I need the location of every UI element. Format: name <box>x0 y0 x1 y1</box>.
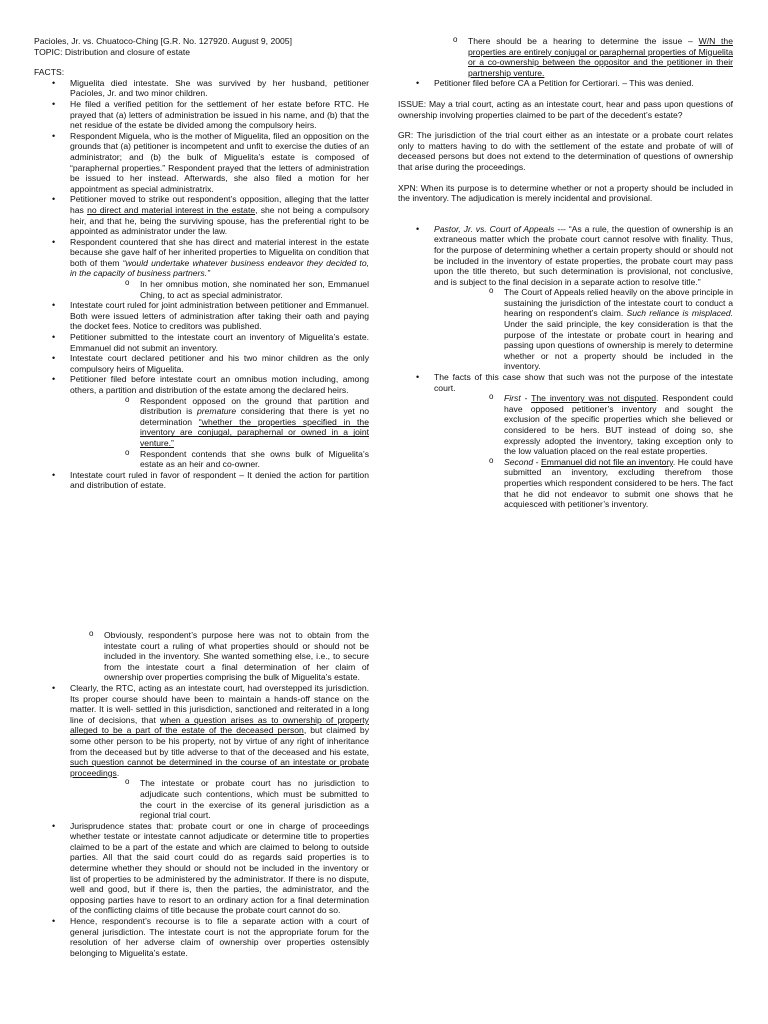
list-item: • Petitioner filed before CA a Petition for Certiorari. – This was denied. <box>398 78 733 89</box>
list <box>34 683 369 958</box>
list-item: • The facts of this case show that such was not the purpose of the intestate court. o First - The inventory was not disputed. Respondent could have opposed petitioner’s inventory and sought the exclusion of the specific properties which she believed or considered to be hers. BUT instead of doing so, she expressly adopted the inventory, taking exception only to the low valuation placed on the real estate properties. o Second - Emmanuel did not file an inventory. He could have submitted an inventory, excluding therefrom those properties which respondent considered to be hers. The fact that he did not endeavor to submit one shows that he acquiesced with petitioner’s inventory. <box>398 372 733 510</box>
list <box>398 78 733 89</box>
list-item: • Respondent Miguela, who is the mother of Miguelita, filed an opposition on the grounds that (a) petitioner is incompetent and unfit to exercise the duties of an administrator; and (b) the bulk of Miguelita’s estate is composed of “paraphernal properties.” Respondent prayed that the letters of administration be issued to her instead. Afterwards, she also filed a motion for her appointment as special administratrix. <box>34 131 369 195</box>
left-column-continued <box>34 630 369 958</box>
list-item: • Intestate court declared petitioner and his two minor children as the only compulsory heirs of Miguelita. <box>34 353 369 374</box>
sub-list-item: o There should be a hearing to determine the issue – W/N the properties are entirely conjugal or paraphernal properties of Miguelita or a co-ownership between the oppositor and the petitioner in their partnership venture. <box>398 36 733 78</box>
right-column <box>398 36 733 510</box>
sub-list-item: o The Court of Appeals relied heavily on the above principle in sustaining the jurisdiction of the intestate court to conduct a hearing on respondent’s claim. Such reliance is misplaced. Under the said principle, the key consideration is that the purpose of the intestate or probate court in hearing and passing upon questions of ownership is merely to determine whether or not a property should be included in the inventory. <box>434 287 733 372</box>
sub-list-item: o Respondent opposed on the ground that partition and distribution is premature considering that there is yet no determination “whether the properties specified in the inventory are conjugal, paraphernal or owned in a joint venture.” <box>70 396 369 449</box>
ruling-list <box>398 224 733 510</box>
sub-list-item: o Respondent contends that she owns bulk of Miguelita’s estate as an heir and co-owner. <box>70 449 369 470</box>
list-item: • Miguelita died intestate. She was survived by her husband, petitioner Pacioles, Jr. and two minor children. <box>34 78 369 99</box>
topic-line: TOPIC: Distribution and closure of estate <box>34 46 191 57</box>
sub-list <box>434 393 733 510</box>
sub-list-item: o Second - Emmanuel did not file an inventory. He could have submitted an inventory, excluding therefrom those properties which respondent considered to be hers. The fact that he did not endeavor to submit one shows that he acquiesced with petitioner’s inventory. <box>434 457 733 510</box>
list-item: • Intestate court ruled for joint administration between petitioner and Emmanuel. Both were issued letters of administration after taking their oath and paying the docket fees. Notice to creditors was published. <box>34 300 369 332</box>
sub-list <box>34 630 369 683</box>
list-item: • Jurisprudence states that: probate court or one in charge of proceedings whether testate or intestate cannot adjudicate or determine title to properties claimed to be a part of the estate and which are claimed to belong to outside parties. All that the said court could do as regards said properties is to determine whether they should or should not be included in the inventory or list of properties to be administered by the administrator. If there is no dispute, well and good, but if there is, then the parties, the administrator, and the opposing parties have to resort to an ordinary action for a final determination of the conflicting claims of title because the probate court cannot do so. <box>34 821 369 916</box>
sub-list-item: o In her omnibus motion, she nominated her son, Emmanuel Ching, to act as special administrator. <box>70 279 369 300</box>
sub-list <box>70 778 369 820</box>
list-item: • Intestate court ruled in favor of respondent – It denied the action for partition and distribution of estate. <box>34 470 369 491</box>
list-item: • Hence, respondent’s recourse is to file a separate action with a court of general jurisdiction. The intestate court is not the appropriate forum for the resolution of her adverse claim of ownership over properties ostensibly belonging to Miguelita’s estate. <box>34 916 369 958</box>
sub-list-item: o First - The inventory was not disputed. Respondent could have opposed petitioner’s inventory and sought the exclusion of the specific properties which she believed or considered to be hers. BUT instead of doing so, she expressly adopted the inventory, taking exception only to the low valuation placed on the real estate properties. <box>434 393 733 457</box>
sub-list <box>70 396 369 470</box>
left-column <box>34 36 369 491</box>
list-item: • Respondent countered that she has direct and material interest in the estate because she gave half of her inherited properties to Miguelita on condition that both of them “would undertake whatever business endeavor they decided to, in the capacity of business partners.” o In her omnibus motion, she nominated her son, Emmanuel Ching, to act as special administrator. <box>34 237 369 301</box>
sub-list <box>398 36 733 78</box>
exception-paragraph: XPN: When its purpose is to determine whether or not a property should be included in the inventory. The adjudication is merely incidental and provisional. <box>398 182 733 204</box>
list-item: • Clearly, the RTC, acting as an intestate court, had overstepped its jurisdiction. Its proper course should have been to maintain a hands-off stance on the matter. It is well- settled in this jurisdiction, sanctioned and reiterated in a long line of decisions, that when a question arises as to ownership of property alleged to be a part of the estate of the deceased person, but claimed by some other person to be his property, not by virtue of any right of inheritance from the deceased but by title adverse to that of the deceased and his estate, such question cannot be determined in the course of an intestate or probate proceedings. o The intestate or probate court has no jurisdiction to adjudicate such contentions, which must be submitted to the court in the exercise of its general jurisdiction as a regional trial court. <box>34 683 369 821</box>
sub-list <box>70 279 369 300</box>
facts-label: FACTS: <box>34 67 65 78</box>
sub-list-item: o Obviously, respondent’s purpose here was not to obtain from the intestate court a ruling of what properties should or should not be included in the inventory. She wanted something else, i.e., to secure from the intestate court a final determination of her claim of ownership over properties comprising the bulk of Miguelita’s estate. <box>34 630 369 683</box>
list-item: • Petitioner submitted to the intestate court an inventory of Miguelita’s estate. Emmanuel did not submit an inventory. <box>34 332 369 353</box>
list-item: • Pastor, Jr. vs. Court of Appeals --- “As a rule, the question of ownership is an extraneous matter which the probate court cannot resolve with finality. Thus, for the purpose of determining whether a certain property should or should not be included in the inventory of estate properties, the probate court may pass upon the title thereto, but such determination is provisional, not conclusive, and is subject to the final decision in a separate action to resolve title.” o The Court of Appeals relied heavily on the above principle in sustaining the jurisdiction of the intestate court to conduct a hearing on respondent’s claim. Such reliance is misplaced. Under the said principle, the key consideration is that the purpose of the intestate or probate court in hearing and passing upon questions of ownership is merely to determine whether or not a property should be included in the inventory. <box>398 224 733 372</box>
sub-list <box>434 287 733 372</box>
general-rule-paragraph: GR: The jurisdiction of the trial court either as an intestate or a probate court relates only to matters having to do with the settlement of the estate and probate of will of deceased persons but does not extend to the determination of questions of ownership that arise during the proceedings. <box>398 130 733 172</box>
list-item: • Petitioner moved to strike out respondent’s opposition, alleging that the latter has no direct and material interest in the estate, she not being a compulsory heir, and that he, being the surviving spouse, has the preferential right to be appointed as administrator under the law. <box>34 194 369 236</box>
case-title: Pacioles, Jr. vs. Chuatoco-Ching [G.R. No. 127920. August 9, 2005] <box>34 36 292 46</box>
list-item: • Petitioner filed before intestate court an omnibus motion including, among others, a partition and distribution of the estate among the declared heirs. o Respondent opposed on the ground that partition and distribution is premature considering that there is yet no determination “whether the properties specified in the inventory are conjugal, paraphernal or owned in a joint venture.” o Respondent contends that she owns bulk of Miguelita’s estate as an heir and co-owner. <box>34 374 369 469</box>
issue-paragraph: ISSUE: May a trial court, acting as an intestate court, hear and pass upon questions of ownership involving properties claimed to be part of the decedent’s estate? <box>398 98 733 120</box>
facts-list <box>34 78 369 491</box>
sub-list-item: o The intestate or probate court has no jurisdiction to adjudicate such contentions, which must be submitted to the court in the exercise of its general jurisdiction as a regional trial court. <box>70 778 369 820</box>
list-item: • He filed a verified petition for the settlement of her estate before RTC. He prayed that (a) letters of administration be issued in his name, and (b) that the net residue of the estate be divided among the compulsory heirs. <box>34 99 369 131</box>
